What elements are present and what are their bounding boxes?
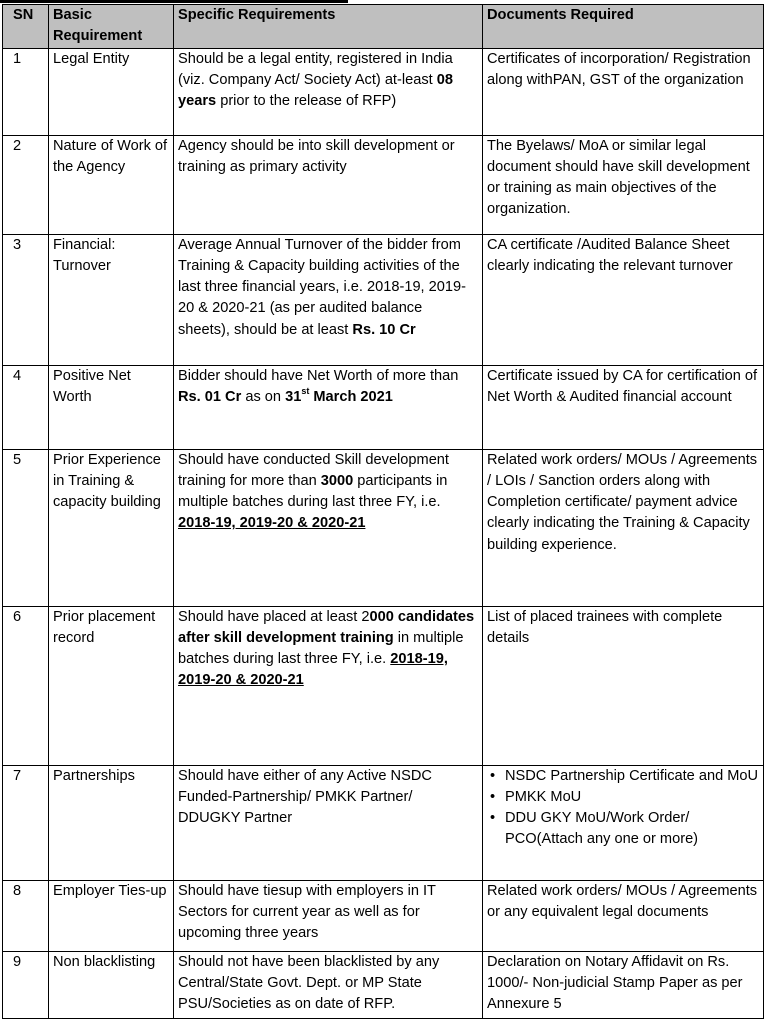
spec-text: Average Annual Turnover of the bidder from Training & Capacity building activities of the last three financial years, i.e. 2018-19, 2019-20 & 2020-21 (as per audited balance sheets), should be at least: [178, 236, 466, 338]
spec-text: Should have placed at least 2: [178, 608, 370, 625]
row-basic-requirement: Partnerships: [49, 765, 174, 880]
row-sn: 6: [3, 606, 49, 765]
row-documents-required: Related work orders/ MOUs / Agreements / LOIs / Sanction orders along with Completion certificate/ payment advice clearly indicating the Training & Capacity building experience.: [483, 449, 764, 606]
row-documents-required: List of placed trainees with complete details: [483, 606, 764, 765]
row-sn: 8: [3, 880, 49, 951]
spec-text: Should have conducted Skill development training for more than: [178, 451, 449, 489]
spec-bold: 3000: [320, 472, 354, 489]
table-row: [3, 48, 764, 135]
row-basic-requirement: Prior Experience in Training & capacity building: [49, 449, 174, 606]
header-sn: SN: [3, 5, 49, 49]
row-sn: 1: [3, 48, 49, 135]
row-specific-requirement: [174, 449, 483, 606]
spec-superscript: st: [301, 385, 310, 396]
row-documents-required: Certificate issued by CA for certification of Net Worth & Audited financial account: [483, 365, 764, 449]
row-basic-requirement: Non blacklisting: [49, 951, 174, 1018]
table-row: [3, 135, 764, 234]
row-sn: 4: [3, 365, 49, 449]
spec-text: prior to the release of RFP): [216, 93, 397, 110]
table-row: [3, 365, 764, 449]
table-row: [3, 449, 764, 606]
row-specific-requirement: Agency should be into skill development or training as primary activity: [174, 135, 483, 234]
list-item: • PMKK MoU: [505, 787, 759, 808]
row-specific-requirement: [174, 365, 483, 449]
row-documents-required: Declaration on Notary Affidavit on Rs. 1000/- Non-judicial Stamp Paper as per Annexure 5: [483, 951, 764, 1018]
row-basic-requirement: Nature of Work of the Agency: [49, 135, 174, 234]
row-documents-required: [483, 765, 764, 880]
table-row: [3, 606, 764, 765]
spec-bold: March 2021: [309, 388, 393, 405]
row-basic-requirement: Positive Net Worth: [49, 365, 174, 449]
table-row: [3, 234, 764, 365]
spec-text: Should be a legal entity, registered in India (viz. Company Act/ Society Act) at-least: [178, 50, 453, 88]
eligibility-table: [2, 4, 764, 1019]
row-basic-requirement: Employer Ties-up: [49, 880, 174, 951]
spec-underlined-years: 2018-19, 2019-20 & 2020-21: [178, 651, 448, 689]
row-sn: 5: [3, 449, 49, 606]
header-row: [3, 5, 764, 49]
documents-bullet-list: [487, 766, 759, 851]
top-rule: [0, 0, 348, 3]
list-item: • NSDC Partnership Certificate and MoU: [505, 766, 759, 787]
table-row: [3, 880, 764, 951]
row-specific-requirement: Should have either of any Active NSDC Funded-Partnership/ PMKK Partner/ DDUGKY Partner: [174, 765, 483, 880]
row-basic-requirement: Prior placement record: [49, 606, 174, 765]
spec-bold: Rs. 10 Cr: [352, 321, 416, 338]
row-sn: 7: [3, 765, 49, 880]
row-specific-requirement: [174, 606, 483, 765]
spec-text: in multiple batches during last three FY, i.e.: [178, 629, 464, 668]
row-basic-requirement: Financial: Turnover: [49, 234, 174, 365]
spec-text: as on: [241, 388, 286, 405]
header-specific-requirements: Specific Requirements: [174, 5, 483, 49]
row-specific-requirement: [174, 234, 483, 365]
list-item: • DDU GKY MoU/Work Order/ PCO(Attach any one or more): [505, 808, 759, 851]
spec-bold: 000 candidates after skill development training: [178, 608, 475, 646]
header-documents-required: Documents Required: [483, 5, 764, 49]
table-row: [3, 765, 764, 880]
spec-underlined-years: 2018-19, 2019-20 & 2020-21: [178, 515, 366, 532]
row-sn: 9: [3, 951, 49, 1018]
spec-bold: Rs. 01 Cr: [178, 388, 242, 405]
row-sn: 2: [3, 135, 49, 234]
row-specific-requirement: Should not have been blacklisted by any Central/State Govt. Dept. or MP State PSU/Societies as on date of RFP.: [174, 951, 483, 1018]
row-specific-requirement: Should have tiesup with employers in IT Sectors for current year as well as for upcoming three years: [174, 880, 483, 951]
row-documents-required: The Byelaws/ MoA or similar legal document should have skill development or training as main objectives of the organization.: [483, 135, 764, 234]
header-basic-requirement: Basic Requirement: [49, 5, 174, 49]
row-documents-required: Related work orders/ MOUs / Agreements or any equivalent legal documents: [483, 880, 764, 951]
row-basic-requirement: Legal Entity: [49, 48, 174, 135]
spec-text: Bidder should have Net Worth of more than: [178, 367, 459, 384]
spec-bold: 31: [285, 388, 302, 405]
table-row: [3, 951, 764, 1018]
row-documents-required: CA certificate /Audited Balance Sheet clearly indicating the relevant turnover: [483, 234, 764, 365]
spec-bold: 08 years: [178, 71, 453, 110]
spec-text: participants in multiple batches during last three FY, i.e.: [178, 472, 448, 511]
row-specific-requirement: [174, 48, 483, 135]
row-documents-required: Certificates of incorporation/ Registration along withPAN, GST of the organization: [483, 48, 764, 135]
row-sn: 3: [3, 234, 49, 365]
